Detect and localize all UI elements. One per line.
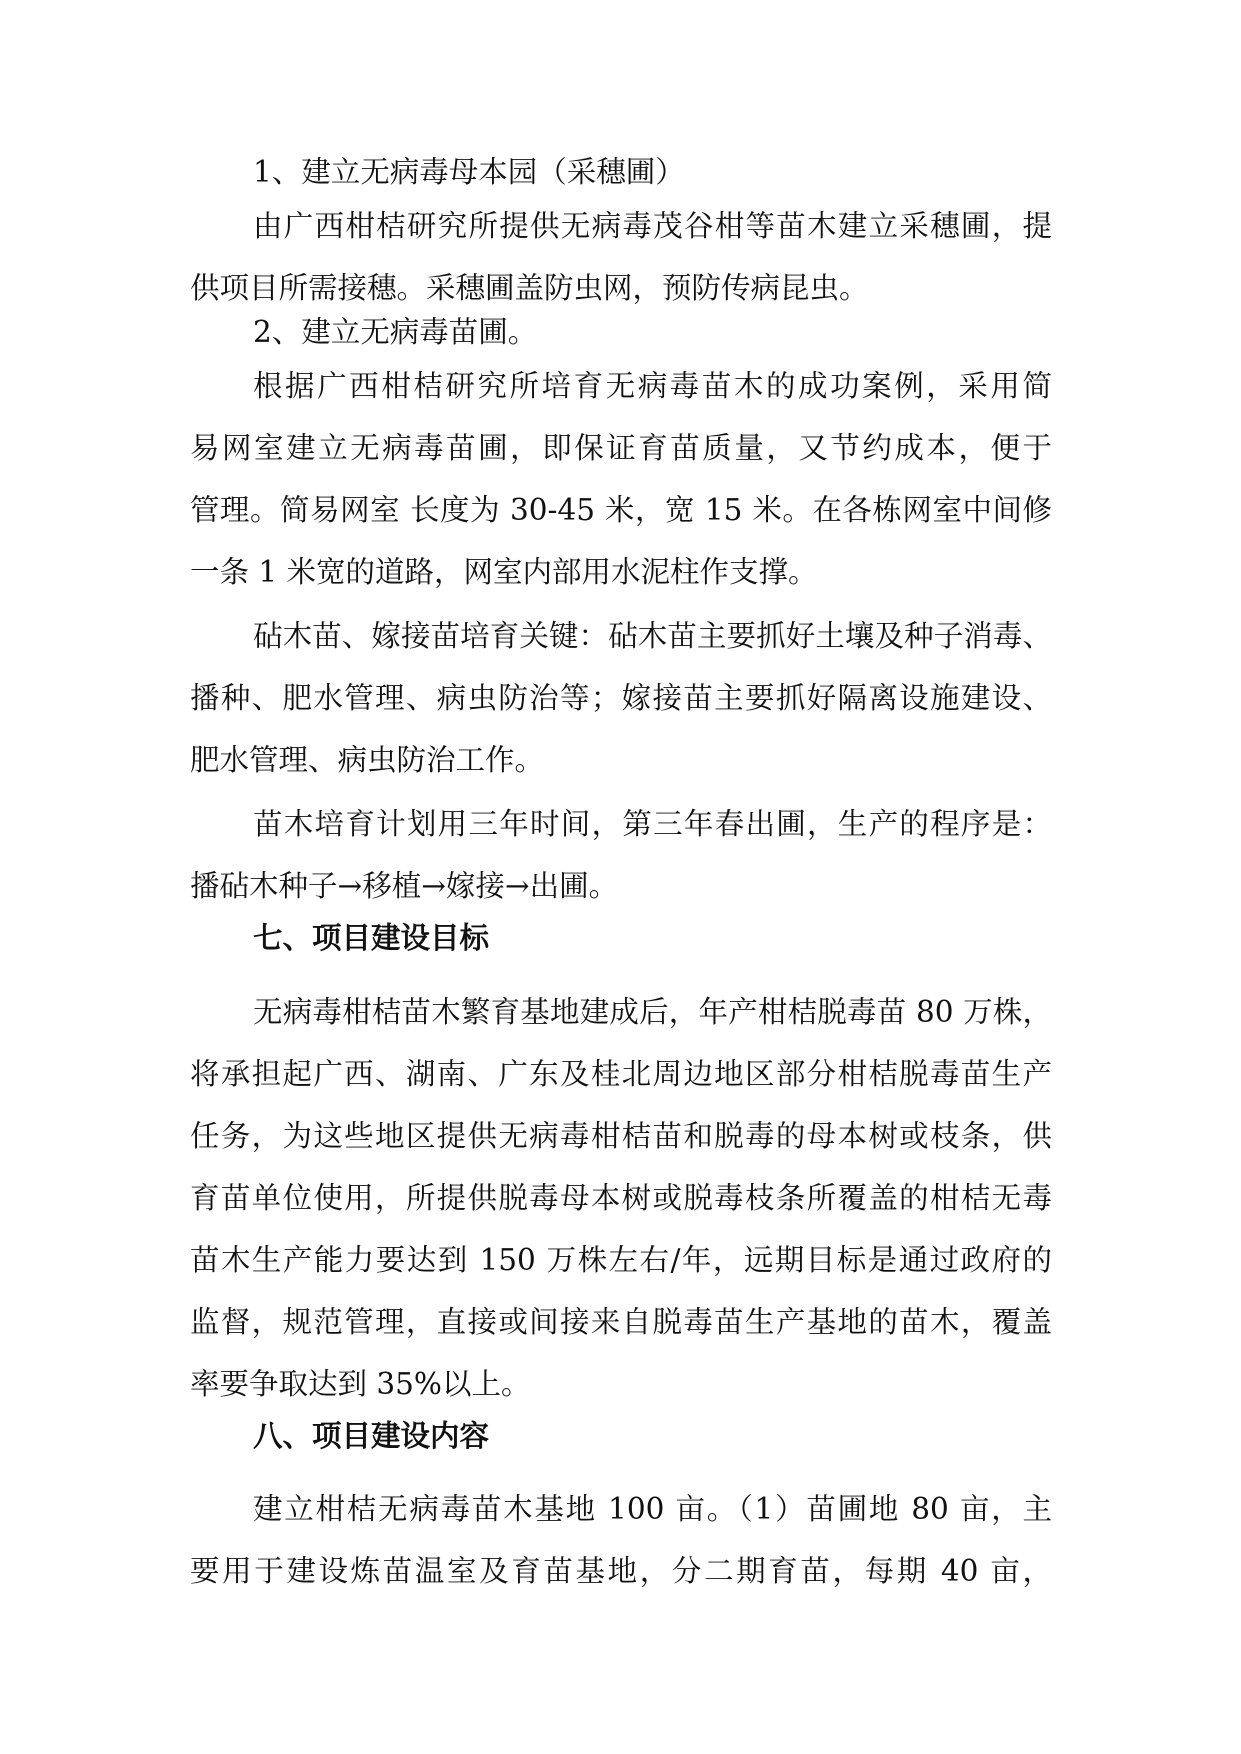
text-line: 任务，为这些地区提供无病毒柑桔苗和脱毒的母本树或枝条，供 <box>190 1119 1052 1153</box>
heading-text: 七、项目建设目标 <box>253 921 490 955</box>
text-line: 要用于建设炼苗温室及育苗基地，分二期育苗，每期 40 亩， <box>190 1554 1052 1588</box>
text-line: 播砧木种子→移植→嫁接→出圃。 <box>190 869 619 903</box>
text-line: 无病毒柑桔苗木繁育基地建成后，年产柑桔脱毒苗 80 万株， <box>253 995 1052 1029</box>
text-line: 砧木苗、嫁接苗培育关键：砧木苗主要抓好土壤及种子消毒、 <box>253 619 1052 653</box>
paragraph-contents <box>190 1478 1052 1602</box>
section-heading-contents <box>190 1405 1052 1467</box>
text-line: 苗木生产能力要达到 150 万株左右/年，远期目标是通过政府的 <box>190 1243 1052 1277</box>
subheading-mother-orchard <box>190 141 1052 203</box>
text-line: 育苗单位使用，所提供脱毒母本树或脱毒枝条所覆盖的柑桔无毒 <box>190 1181 1052 1215</box>
heading-text: 八、项目建设内容 <box>253 1419 490 1453</box>
text-line: 监督，规范管理，直接或间接来自脱毒苗生产基地的苗木，覆盖 <box>190 1305 1052 1339</box>
text-line: 1、建立无病毒母本园（采穗圃） <box>253 155 685 189</box>
text-line: 由广西柑桔研究所提供无病毒茂谷柑等苗木建立采穗圃，提 <box>253 209 1052 243</box>
text-line: 率要争取达到 35%以上。 <box>190 1367 531 1401</box>
paragraph-cultivation-plan <box>190 793 1052 917</box>
text-line: 管理。简易网室 长度为 30-45 米，宽 15 米。在各栋网室中间修 <box>190 493 1052 527</box>
text-line: 播种、肥水管理、病虫防治等；嫁接苗主要抓好隔离设施建设、 <box>190 681 1052 715</box>
text-line: 供项目所需接穗。采穗圃盖防虫网，预防传病昆虫。 <box>190 271 869 305</box>
text-line: 易网室建立无病毒苗圃，即保证育苗质量，又节约成本，便于 <box>190 431 1052 465</box>
paragraph-seedling-keys <box>190 605 1052 791</box>
subheading-nursery <box>190 301 1052 363</box>
section-heading-goals <box>190 907 1052 969</box>
text-line: 肥水管理、病虫防治工作。 <box>190 743 545 777</box>
paragraph-net-house <box>190 355 1052 603</box>
text-line: 2、建立无病毒苗圃。 <box>253 315 538 349</box>
text-line: 一条 1 米宽的道路，网室内部用水泥柱作支撑。 <box>190 555 818 589</box>
paragraph-goals <box>190 981 1052 1415</box>
text-line: 根据广西柑桔研究所培育无病毒苗木的成功案例，采用简 <box>253 369 1052 403</box>
text-line: 苗木培育计划用三年时间，第三年春出圃，生产的程序是： <box>253 807 1052 841</box>
text-line: 将承担起广西、湖南、广东及桂北周边地区部分柑桔脱毒苗生产 <box>190 1057 1052 1091</box>
text-line: 建立柑桔无病毒苗木基地 100 亩。（1）苗圃地 80 亩，主 <box>253 1492 1052 1526</box>
